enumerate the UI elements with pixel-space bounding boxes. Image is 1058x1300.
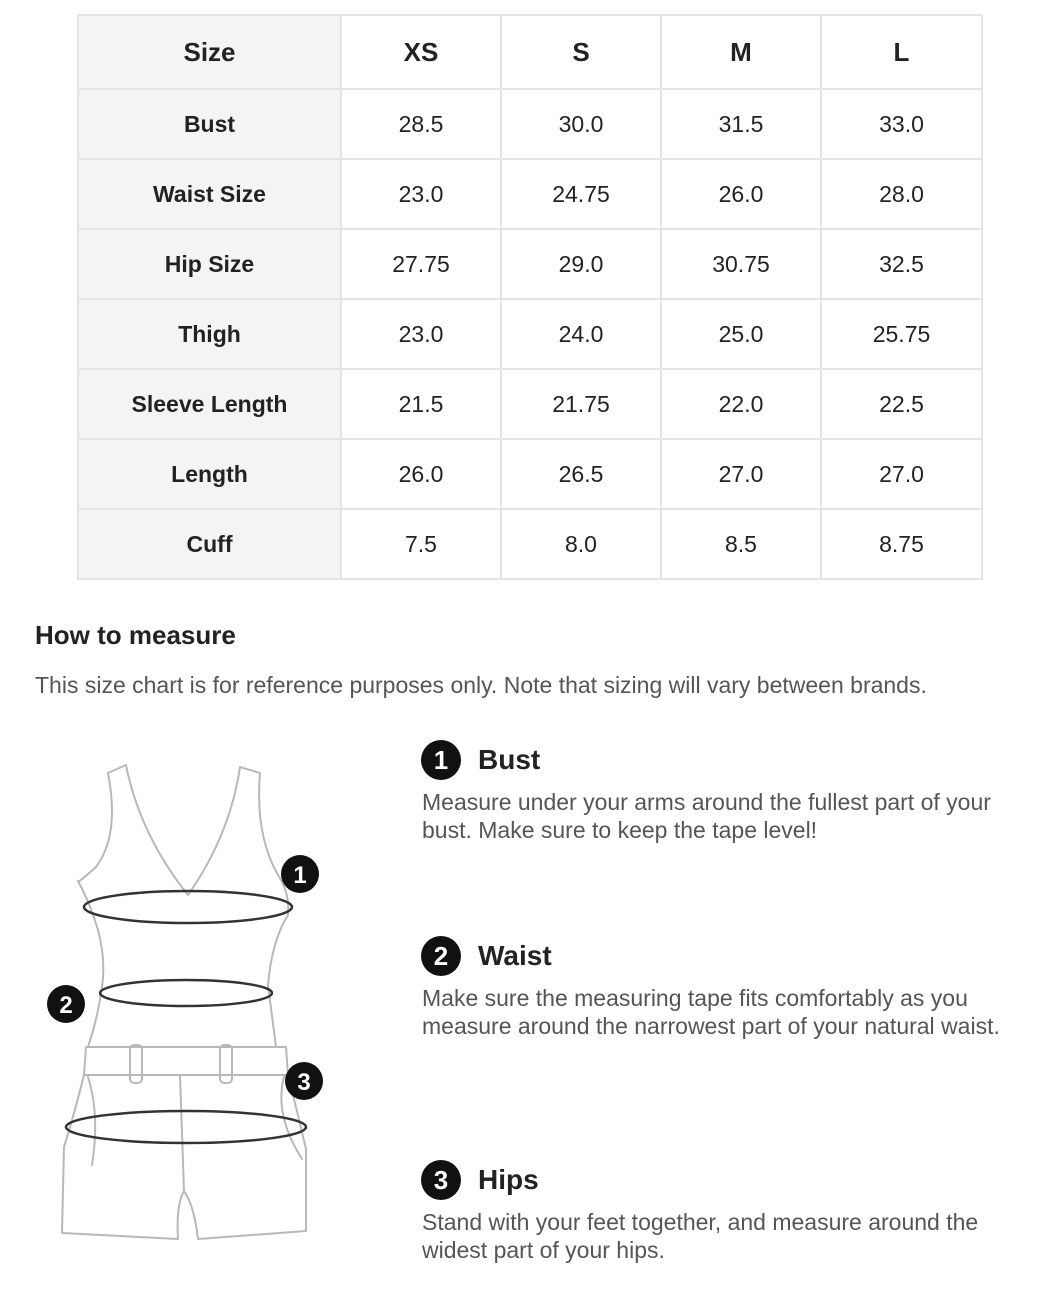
step-description: Stand with your feet together, and measure around the widest part of your hips. (422, 1209, 979, 1263)
step-number-badge: 2 (421, 936, 461, 976)
row-label: Cuff (78, 509, 341, 579)
row-label: Sleeve Length (78, 369, 341, 439)
column-header-m: M (661, 15, 821, 89)
measure-lines (66, 891, 306, 1143)
waist-measure-line (100, 980, 272, 1006)
table-cell: 28.0 (821, 159, 982, 229)
table-row (78, 229, 982, 299)
step-hips (421, 1160, 1031, 1264)
column-header-l: L (821, 15, 982, 89)
table-cell: 29.0 (501, 229, 661, 299)
step-header (421, 936, 1031, 976)
column-header-s: S (501, 15, 661, 89)
table-cell: 31.5 (661, 89, 821, 159)
table-cell: 27.75 (341, 229, 501, 299)
table-cell: 22.5 (821, 369, 982, 439)
table-row (78, 439, 982, 509)
step-bust (421, 740, 1031, 844)
step-description: Make sure the measuring tape fits comfortably as you measure around the narrowest part of your natural waist. (422, 985, 1000, 1039)
table-cell: 21.5 (341, 369, 501, 439)
table-cell: 30.0 (501, 89, 661, 159)
table-cell: 8.0 (501, 509, 661, 579)
table-cell: 24.0 (501, 299, 661, 369)
row-label: Thigh (78, 299, 341, 369)
table-row (78, 159, 982, 229)
table-cell: 23.0 (341, 299, 501, 369)
table-cell: 27.0 (661, 439, 821, 509)
table-cell: 8.75 (821, 509, 982, 579)
table-cell: 33.0 (821, 89, 982, 159)
table-row (78, 89, 982, 159)
step-number-badge: 1 (421, 740, 461, 780)
row-label: Waist Size (78, 159, 341, 229)
svg-text:1: 1 (293, 862, 307, 889)
step-header (421, 740, 1031, 780)
row-label: Bust (78, 89, 341, 159)
marker-3 (285, 1062, 323, 1100)
table-header-row (78, 15, 982, 89)
step-title: Hips (478, 1164, 539, 1195)
step-title: Bust (478, 744, 541, 775)
step-waist (421, 936, 1031, 1040)
table-cell: 27.0 (821, 439, 982, 509)
body-measurement-illustration (40, 755, 340, 1255)
column-header-xs: XS (341, 15, 501, 89)
garment-outline (62, 765, 306, 1239)
table-cell: 30.75 (661, 229, 821, 299)
reference-note: This size chart is for reference purposes only. Note that sizing will vary between brands. (35, 672, 927, 698)
marker-1 (281, 855, 319, 893)
table-cell: 21.75 (501, 369, 661, 439)
svg-text:3: 3 (297, 1069, 311, 1096)
table-cell: 7.5 (341, 509, 501, 579)
size-chart-table (77, 14, 983, 580)
table-cell: 26.5 (501, 439, 661, 509)
table-cell: 8.5 (661, 509, 821, 579)
table-row (78, 299, 982, 369)
table-cell: 25.75 (821, 299, 982, 369)
table-cell: 26.0 (341, 439, 501, 509)
svg-text:2: 2 (59, 992, 73, 1019)
how-to-measure-title: How to measure (35, 620, 236, 650)
step-header (421, 1160, 1031, 1200)
table-row (78, 509, 982, 579)
table-cell: 22.0 (661, 369, 821, 439)
table-cell: 23.0 (341, 159, 501, 229)
row-label: Length (78, 439, 341, 509)
table-cell: 28.5 (341, 89, 501, 159)
row-label: Hip Size (78, 229, 341, 299)
step-title: Waist (478, 940, 552, 971)
marker-2 (47, 985, 85, 1023)
table-row (78, 369, 982, 439)
hips-measure-line (66, 1111, 306, 1143)
table-cell: 32.5 (821, 229, 982, 299)
table-cell: 25.0 (661, 299, 821, 369)
step-number-badge: 3 (421, 1160, 461, 1200)
table-cell: 24.75 (501, 159, 661, 229)
table-cell: 26.0 (661, 159, 821, 229)
column-header-size: Size (78, 15, 341, 89)
step-description: Measure under your arms around the fullest part of your bust. Make sure to keep the tape level! (422, 789, 991, 843)
